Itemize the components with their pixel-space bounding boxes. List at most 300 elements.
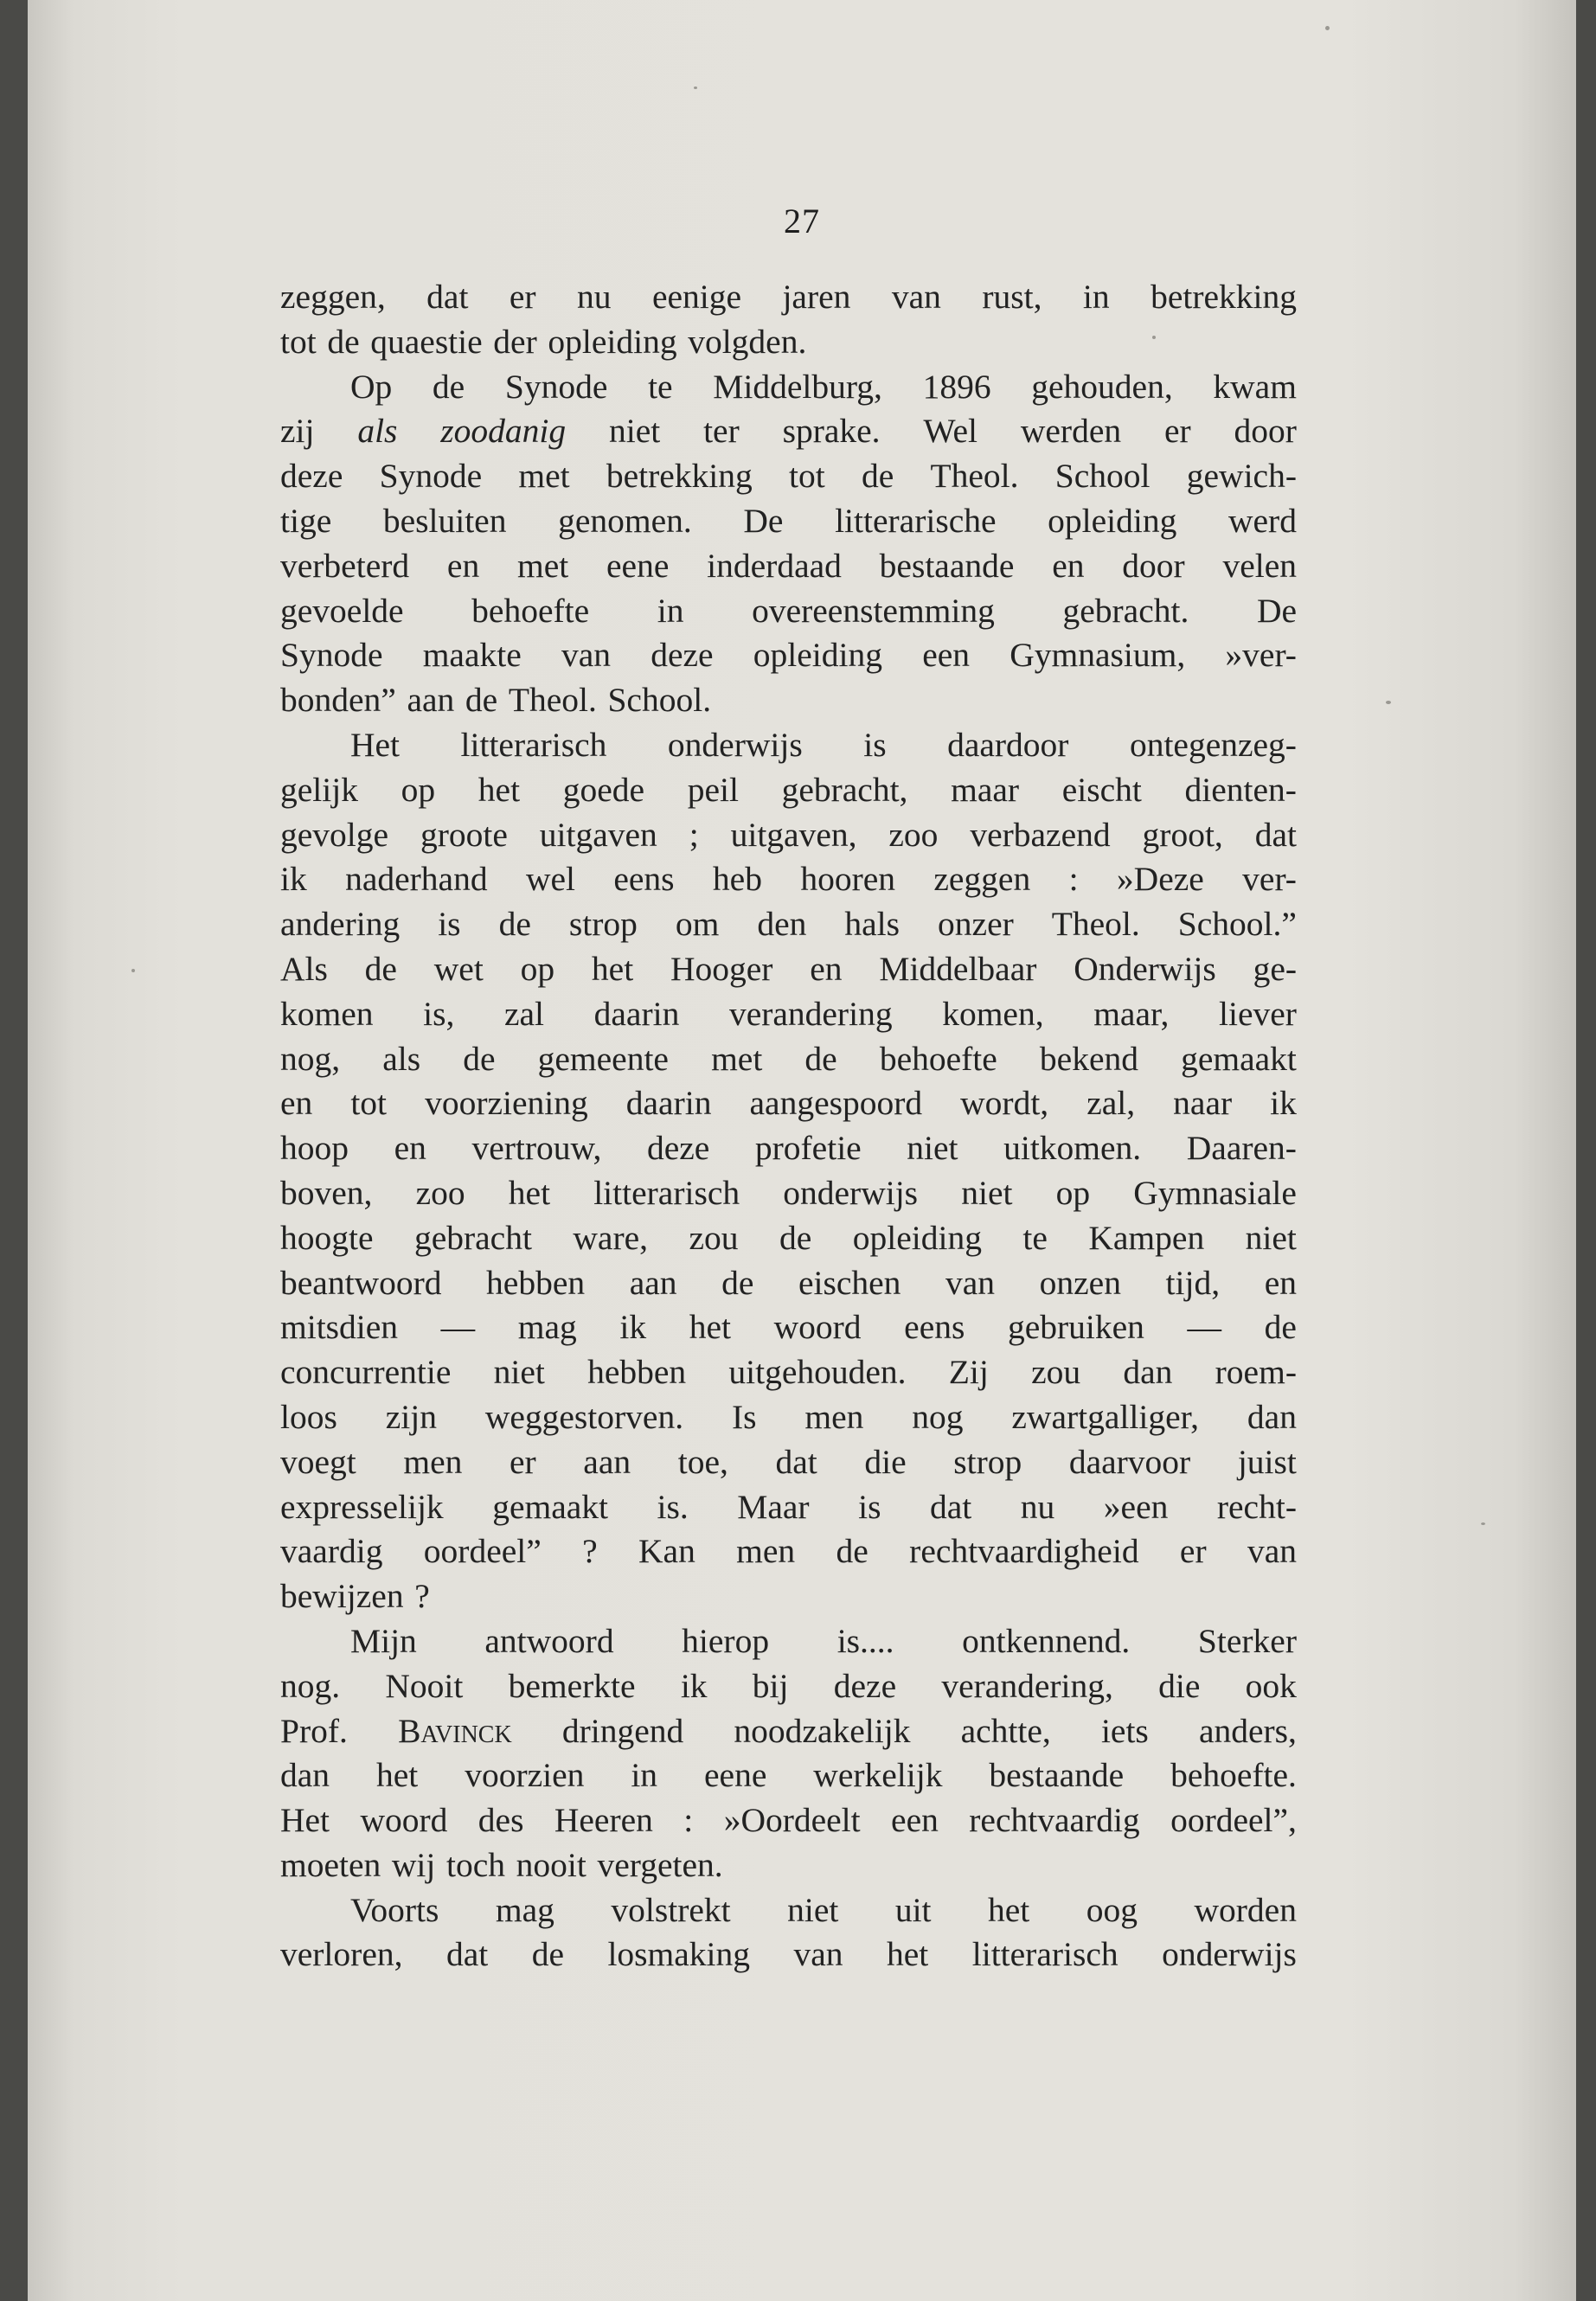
word: hoogte — [280, 1218, 374, 1257]
book-page — [28, 0, 1576, 2301]
word: zal, — [1086, 1084, 1136, 1123]
word: vergeten. — [597, 1845, 723, 1884]
word: goede — [562, 770, 645, 809]
word: verbazend — [970, 815, 1111, 854]
word: daarin — [625, 1084, 712, 1123]
word: gemaakt — [492, 1487, 608, 1526]
word: de — [836, 1532, 869, 1571]
word: zal — [503, 994, 545, 1033]
word: die — [1158, 1666, 1201, 1705]
word: Het — [280, 1801, 330, 1840]
word: litterarische — [835, 501, 997, 540]
word: gemaakt — [1181, 1039, 1297, 1078]
word: van — [891, 278, 941, 316]
word: dat — [1254, 815, 1297, 854]
word: andering — [280, 905, 401, 944]
word: niet — [961, 1173, 1013, 1212]
word: dienten- — [1184, 770, 1297, 809]
word: vertrouw, — [471, 1129, 602, 1168]
word: hierop — [682, 1621, 770, 1660]
word: aangespoord — [749, 1084, 923, 1123]
word: Synode — [280, 636, 383, 675]
word: eene — [606, 546, 670, 585]
word: zeggen — [933, 860, 1031, 899]
word: uitgehouden. — [728, 1353, 907, 1392]
word: der — [493, 322, 537, 361]
word: opleiding — [852, 1218, 982, 1257]
text-line — [280, 1037, 1297, 1082]
word: boven, — [280, 1173, 373, 1212]
word: de — [531, 1935, 564, 1974]
text-line — [280, 633, 1297, 678]
word: tot — [350, 1084, 388, 1123]
word: Voorts — [349, 1890, 439, 1929]
word: litterarisch — [460, 725, 607, 764]
text-line — [280, 499, 1297, 544]
word: Nooit — [385, 1666, 464, 1705]
text-line — [280, 1171, 1297, 1216]
word: onderwijs — [1162, 1935, 1297, 1974]
word: verandering — [728, 994, 893, 1033]
word: concurrentie — [280, 1353, 452, 1392]
word: en — [394, 1129, 426, 1168]
word: Gymnasium, — [1010, 636, 1186, 675]
word: het — [887, 1935, 929, 1974]
word: in — [631, 1756, 658, 1795]
word: »ver- — [1225, 636, 1297, 675]
word: nog, — [280, 1039, 341, 1078]
word: een — [891, 1801, 939, 1840]
word: voegt — [280, 1442, 356, 1481]
word: Middelbaar — [879, 949, 1037, 988]
word: het — [591, 949, 634, 988]
word: Theol. — [508, 681, 597, 720]
word: De — [743, 501, 784, 540]
word: ; — [689, 815, 699, 854]
text-line — [280, 1126, 1297, 1171]
word: roem- — [1215, 1353, 1297, 1392]
word: gelijk — [280, 770, 358, 809]
word: moeten — [280, 1845, 381, 1884]
word: is, — [423, 994, 455, 1033]
word: men — [403, 1442, 463, 1481]
word: een — [922, 636, 971, 675]
word: maar — [951, 770, 1020, 809]
word: er — [510, 1442, 536, 1481]
word: op — [1055, 1173, 1091, 1212]
word: strop — [568, 905, 638, 944]
word: toch — [446, 1845, 506, 1884]
word: dan — [1247, 1397, 1297, 1436]
word: komen, — [942, 994, 1044, 1033]
word: gebracht, — [781, 770, 908, 809]
text-line — [280, 902, 1297, 947]
word: van — [793, 1935, 843, 1974]
word: tijd, — [1165, 1263, 1221, 1302]
word: er — [509, 278, 536, 316]
word: besluiten — [382, 501, 507, 540]
word: noodzakelijk — [734, 1711, 911, 1750]
word: die — [864, 1442, 907, 1481]
word: is. — [657, 1487, 689, 1526]
word: in — [657, 591, 684, 630]
word: de — [721, 1263, 754, 1302]
text-line — [280, 544, 1297, 589]
word: daarin — [593, 994, 680, 1033]
word: Wel — [923, 412, 978, 451]
word: zoo — [415, 1173, 465, 1212]
word: niet — [1245, 1218, 1297, 1257]
word: de — [498, 905, 531, 944]
word: Heeren — [554, 1801, 653, 1840]
text-line — [280, 1843, 1297, 1888]
word: gehouden, — [1031, 367, 1173, 406]
word: wordt, — [960, 1084, 1049, 1123]
text-line — [280, 1216, 1297, 1261]
word: ontegenzeg- — [1129, 725, 1297, 764]
word: sprake. — [782, 412, 881, 451]
word: — — [440, 1308, 476, 1347]
text-line — [280, 1932, 1297, 1977]
word: opleiding — [753, 636, 882, 675]
word: dat — [445, 1935, 489, 1974]
word: rechtvaardigheid — [909, 1532, 1139, 1571]
word: Middelburg, — [713, 367, 882, 406]
word: de — [364, 949, 397, 988]
word: door — [1234, 412, 1297, 451]
word: gebracht. — [1062, 591, 1189, 630]
text-line — [280, 992, 1297, 1037]
word: het — [375, 1756, 419, 1795]
word: zou — [689, 1218, 739, 1257]
word: er — [1179, 1532, 1207, 1571]
word: peil — [687, 770, 739, 809]
word: komen — [280, 994, 374, 1033]
word: met — [517, 546, 569, 585]
word: Theol. — [930, 457, 1019, 496]
word: als — [357, 412, 398, 451]
word: en — [446, 546, 480, 585]
word: nog. — [280, 1666, 341, 1705]
word: om — [675, 905, 720, 944]
word: niet — [608, 412, 661, 451]
word: worden — [1194, 1890, 1297, 1929]
word: strop — [953, 1442, 1022, 1481]
word: velen — [1222, 546, 1297, 585]
word: ontkennend. — [962, 1621, 1131, 1660]
word: ? — [414, 1577, 430, 1616]
word: : — [1068, 860, 1079, 899]
word: iets — [1100, 1711, 1149, 1750]
word: behoefte. — [1170, 1756, 1297, 1795]
word: zwartgalliger, — [1011, 1397, 1200, 1436]
word: recht- — [1216, 1487, 1297, 1526]
word: het — [689, 1308, 732, 1347]
word: ik — [280, 860, 307, 899]
text-line — [280, 1485, 1297, 1530]
word: 1896 — [922, 367, 991, 406]
word: onderwijs — [667, 725, 803, 764]
word: betrekking — [1151, 278, 1297, 316]
word: — — [1187, 1308, 1222, 1347]
word: anders, — [1198, 1711, 1297, 1750]
word: hoop — [280, 1129, 349, 1168]
word: op — [520, 949, 555, 988]
word: Is — [731, 1397, 757, 1436]
word: Synode — [504, 367, 608, 406]
word: achtte, — [960, 1711, 1051, 1750]
text-line — [280, 589, 1297, 634]
word: eene — [704, 1756, 767, 1795]
word: inderdaad — [707, 546, 842, 585]
word: zeggen, — [280, 278, 386, 316]
word: rechtvaardig — [969, 1801, 1140, 1840]
word: naderhand — [345, 860, 488, 899]
word: maakte — [422, 636, 522, 675]
word: werden — [1020, 412, 1122, 451]
word: nog — [912, 1397, 964, 1436]
word: door — [1122, 546, 1185, 585]
text-line — [280, 1395, 1297, 1440]
word: ik — [619, 1308, 647, 1347]
word: is.... — [836, 1621, 894, 1660]
word: wij — [391, 1845, 436, 1884]
word: gebruiken — [1007, 1308, 1144, 1347]
word: onzer — [938, 905, 1014, 944]
word: dringend — [561, 1711, 684, 1750]
word: voorziening — [425, 1084, 588, 1123]
word: liever — [1219, 994, 1297, 1033]
word: aan — [583, 1442, 631, 1481]
word: loos — [280, 1397, 337, 1436]
word: Gymnasiale — [1133, 1173, 1297, 1212]
word: en — [1052, 546, 1085, 585]
word: maar, — [1093, 994, 1170, 1033]
word: uitkomen. — [1003, 1129, 1142, 1168]
word: onderwijs — [783, 1173, 919, 1212]
word: uitgaven, — [730, 815, 857, 854]
word: gewich- — [1186, 457, 1297, 496]
word: opleiding — [1048, 501, 1177, 540]
text-line — [280, 409, 1297, 454]
word: van — [945, 1263, 996, 1302]
word: deze — [280, 457, 343, 496]
word: eischt — [1061, 770, 1142, 809]
word: rust, — [982, 278, 1042, 316]
word: zoodanig — [440, 412, 567, 451]
word: ook — [1245, 1666, 1297, 1705]
word: gemeente — [537, 1039, 669, 1078]
word: nu — [577, 278, 612, 316]
word: aan — [629, 1263, 677, 1302]
text-line — [280, 365, 1297, 410]
word: ware, — [573, 1218, 649, 1257]
word: de — [432, 367, 465, 406]
word: dan — [1123, 1353, 1173, 1392]
word: is — [863, 725, 887, 764]
word: en — [280, 1084, 313, 1123]
body-text — [280, 275, 1297, 1977]
word: hooren — [800, 860, 895, 899]
text-line — [280, 1574, 1297, 1619]
word: is — [438, 905, 461, 944]
word: bonden” — [280, 681, 396, 720]
word: de — [327, 322, 360, 361]
word: uit — [894, 1890, 932, 1929]
text-line — [280, 1305, 1297, 1350]
word: ik — [680, 1666, 708, 1705]
word: Op — [349, 367, 393, 406]
word: jaren — [782, 278, 851, 316]
word: tige — [280, 501, 332, 540]
word: bekend — [1039, 1039, 1138, 1078]
text-line — [280, 768, 1297, 813]
word: deze — [646, 1129, 710, 1168]
word: de — [465, 681, 498, 720]
word: naar — [1173, 1084, 1233, 1123]
word: profetie — [754, 1129, 862, 1168]
word: hebben — [587, 1353, 687, 1392]
text-line — [280, 1350, 1297, 1395]
word: bestaande — [879, 546, 1015, 585]
text-line — [280, 1261, 1297, 1306]
text-line — [280, 678, 1297, 723]
word: met — [518, 457, 570, 496]
word: te — [648, 367, 673, 406]
word: ge- — [1253, 949, 1297, 988]
word: »Oordeelt — [723, 1801, 861, 1840]
text-line — [280, 1081, 1297, 1126]
word: volstrekt — [611, 1890, 731, 1929]
word: de — [861, 457, 894, 496]
word: oog — [1086, 1890, 1138, 1929]
word: Hooger — [670, 949, 773, 988]
word: de — [1264, 1308, 1297, 1347]
text-line — [280, 857, 1297, 902]
word: expresselijk — [280, 1487, 444, 1526]
word: dat — [426, 278, 469, 316]
word: ik — [1270, 1084, 1297, 1123]
word: Mijn — [349, 1621, 417, 1660]
word: verandering, — [941, 1666, 1113, 1705]
text-line — [280, 723, 1297, 768]
word: antwoord — [484, 1621, 614, 1660]
word: als — [382, 1039, 421, 1078]
word: weggestorven. — [484, 1397, 684, 1436]
word: behoefte — [879, 1039, 997, 1078]
word: vaardig — [280, 1532, 383, 1571]
word: losmaking — [607, 1935, 751, 1974]
text-line — [280, 1440, 1297, 1485]
word: met — [711, 1039, 763, 1078]
word: aan — [407, 681, 455, 720]
word: oordeel”, — [1170, 1801, 1297, 1840]
word: De — [1256, 591, 1297, 630]
word: dat — [775, 1442, 817, 1481]
word: woord — [360, 1801, 448, 1840]
word: ter — [703, 412, 740, 451]
word: het — [508, 1173, 551, 1212]
word: eens — [904, 1308, 965, 1347]
word: werkelijk — [813, 1756, 943, 1795]
word: het — [478, 770, 521, 809]
word: heb — [712, 860, 762, 899]
word: daarvoor — [1068, 1442, 1191, 1481]
word: kwam — [1213, 367, 1297, 406]
word: tot — [280, 322, 317, 361]
word: daardoor — [947, 725, 1069, 764]
word: werd — [1227, 501, 1297, 540]
word: hebben — [486, 1263, 586, 1302]
word: er — [1163, 412, 1191, 451]
word: is — [858, 1487, 881, 1526]
word: tot — [789, 457, 825, 496]
word: de — [804, 1039, 837, 1078]
word: dat — [929, 1487, 972, 1526]
word: bewijzen — [280, 1577, 404, 1616]
word: mitsdien — [280, 1308, 399, 1347]
word: men — [736, 1532, 796, 1571]
word: School — [1054, 457, 1151, 496]
word: Het — [349, 725, 401, 764]
word: Zij — [948, 1353, 989, 1392]
word: behoefte — [471, 591, 590, 630]
word: deze — [651, 636, 714, 675]
word: van — [561, 636, 611, 675]
word: gevolge — [280, 815, 389, 854]
word: mag — [517, 1308, 577, 1347]
word: onzen — [1039, 1263, 1121, 1302]
text-line — [280, 1619, 1297, 1664]
word: Kampen — [1088, 1218, 1205, 1257]
word: deze — [833, 1666, 897, 1705]
word: Maar — [737, 1487, 810, 1526]
word: betrekking — [606, 457, 753, 496]
word: mag — [495, 1890, 554, 1929]
word: Synode — [379, 457, 483, 496]
word: nooit — [516, 1845, 586, 1884]
word: Theol. — [1051, 905, 1140, 944]
word: School.” — [1177, 905, 1297, 944]
word: Daaren- — [1186, 1129, 1297, 1168]
page-number: 27 — [784, 202, 820, 240]
text-line — [280, 1529, 1297, 1574]
word: uitgaven — [539, 815, 657, 854]
word: niet — [907, 1129, 958, 1168]
text-line — [280, 1753, 1297, 1798]
word: Als — [280, 949, 328, 988]
word: niet — [787, 1890, 839, 1929]
word: volgden. — [688, 322, 807, 361]
text-line — [280, 1709, 1297, 1754]
word: voorzien — [465, 1756, 585, 1795]
word: te — [1022, 1218, 1048, 1257]
word: bestaande — [989, 1756, 1125, 1795]
word: eenige — [651, 278, 742, 316]
word: Bavinck — [398, 1711, 512, 1750]
word: litterarisch — [971, 1935, 1118, 1974]
word: gebracht — [413, 1218, 532, 1257]
word: en — [810, 949, 843, 988]
word: ? — [582, 1532, 598, 1571]
word: bij — [752, 1666, 789, 1705]
word: »Deze — [1116, 860, 1204, 899]
text-line — [280, 454, 1297, 499]
word: Onderwijs — [1074, 949, 1216, 988]
text-line — [280, 1664, 1297, 1709]
word: eischen — [798, 1263, 901, 1302]
word: nu — [1020, 1487, 1055, 1526]
